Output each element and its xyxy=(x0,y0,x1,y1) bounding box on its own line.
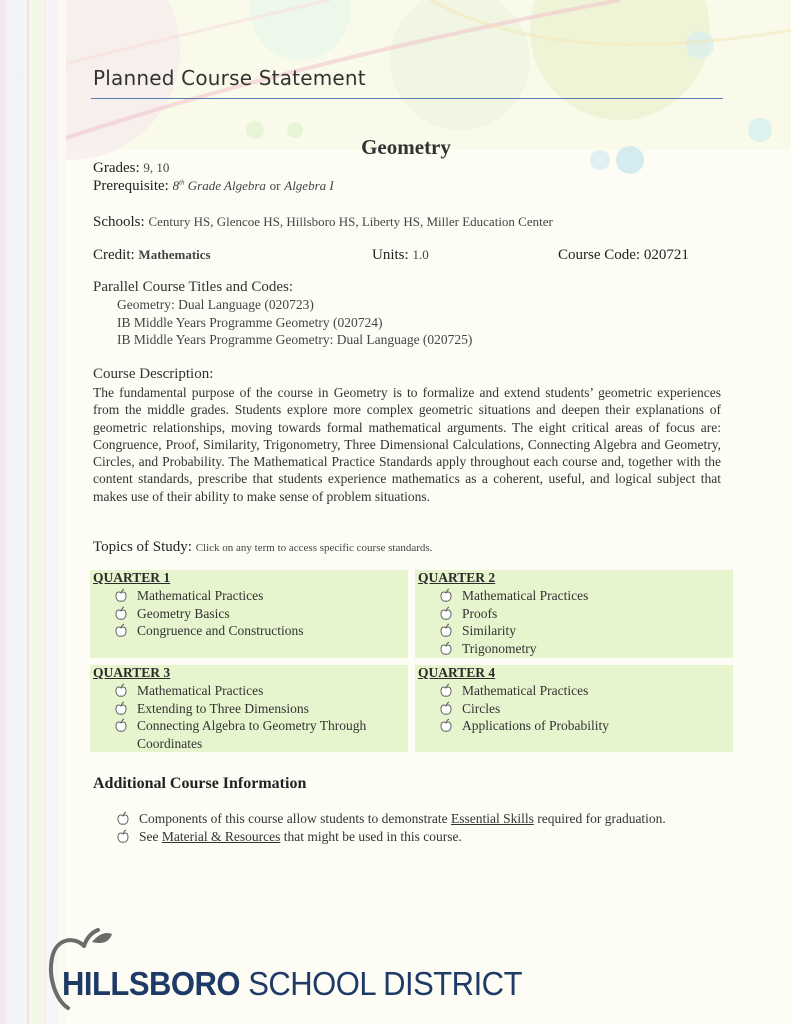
quarter-4-topic[interactable] xyxy=(438,717,609,735)
logo-bold-word: HILLSBORO xyxy=(62,965,241,1003)
additional-info-heading: Additional Course Information xyxy=(93,775,307,792)
topic-label: Circles xyxy=(462,700,501,716)
quarter-1-list xyxy=(113,587,303,640)
topics-note: Click on any term to access specific course standards. xyxy=(195,542,433,554)
quarter-4-title[interactable]: QUARTER 4 xyxy=(418,665,496,680)
topic-label: Mathematical Practices xyxy=(462,683,589,698)
grades-line xyxy=(93,160,169,177)
apple-bullet-icon xyxy=(115,811,131,827)
course-code-value: 020721 xyxy=(643,247,689,263)
course-code-line xyxy=(558,247,689,264)
quarter-3-topic[interactable] xyxy=(113,682,403,700)
quarter-2-topic[interactable] xyxy=(438,605,588,623)
parallel-course-item: IB Middle Years Programme Geometry (020724) xyxy=(117,315,383,330)
apple-bullet-icon xyxy=(438,606,454,622)
description-heading: Course Description: xyxy=(93,366,214,382)
quarter-4-topic[interactable] xyxy=(438,700,609,718)
quarter-3-box xyxy=(90,665,408,752)
header-rule xyxy=(91,98,723,99)
parallel-course-item: Geometry: Dual Language (020723) xyxy=(117,297,314,312)
quarter-4-box xyxy=(415,665,733,752)
quarter-2-list xyxy=(438,587,588,658)
course-description: The fundamental purpose of the course in Geometry is to formalize and extend students’ geometric experiences from the middle grades. Students explore more complex geometric situations and deepen their explanations of geometric relationships, moving towards formal mathematical arguments. The eight critical areas of focus are: Congruence, Proof, Similarity, Trigonometry, Three Dimensional Calculations, Connecting Algebra and Geometry, Circles, and Probability. The Mathematical Practice Standards apply throughout each course and, together with the content standards, prescribe that students experience mathematics as a coherent, useful, and logical subject that makes use of their ability to make sense of problem situations. xyxy=(93,385,721,504)
prerequisite-second-course: Algebra I xyxy=(284,178,334,193)
quarter-1-topic[interactable] xyxy=(113,587,303,605)
topic-label: Trigonometry xyxy=(462,641,537,657)
additional-info-item xyxy=(115,828,675,846)
additional-info-list xyxy=(115,810,675,845)
apple-bullet-icon xyxy=(438,718,454,734)
prerequisite-grade-suffix: th xyxy=(179,178,185,187)
topic-label: Congruence and Constructions xyxy=(137,623,304,639)
credit-line xyxy=(93,247,211,264)
parallel-course-item: IB Middle Years Programme Geometry: Dual Language (020725) xyxy=(117,332,473,347)
additional-item-text: Components of this course allow students to demonstrate xyxy=(139,811,448,826)
apple-bullet-icon xyxy=(113,623,129,639)
topic-label: Extending to Three Dimensions xyxy=(137,700,309,716)
apple-bullet-icon xyxy=(438,623,454,639)
topic-label: Mathematical Practices xyxy=(137,588,264,603)
schools-label: Schools: xyxy=(93,214,145,230)
parallel-heading: Parallel Course Titles and Codes: xyxy=(93,279,293,295)
apple-bullet-icon xyxy=(438,588,454,604)
units-label: Units: xyxy=(372,247,409,263)
prerequisite-or: or xyxy=(269,178,281,193)
topic-label: Geometry Basics xyxy=(137,605,230,621)
apple-bullet-icon xyxy=(113,701,129,717)
quarter-2-box xyxy=(415,570,733,658)
apple-bullet-icon xyxy=(438,701,454,717)
prerequisite-grade-number: 8 xyxy=(172,178,180,193)
topic-label: Applications of Probability xyxy=(462,718,609,734)
apple-bullet-icon xyxy=(113,588,129,604)
credit-label: Credit: xyxy=(93,247,135,263)
essential-skills-link[interactable]: Essential Skills xyxy=(450,811,534,826)
schools-value: Century HS, Glencoe HS, Hillsboro HS, Liberty HS, Miller Education Center xyxy=(148,214,553,229)
apple-bullet-icon xyxy=(115,829,131,845)
logo-rest-words: SCHOOL DISTRICT xyxy=(248,965,523,1003)
quarter-3-topic[interactable] xyxy=(113,700,403,718)
page-header-title: Planned Course Statement xyxy=(93,66,366,90)
schools-line xyxy=(93,214,553,231)
additional-item-text: required for graduation. xyxy=(537,811,666,826)
prerequisite-grade xyxy=(173,178,266,193)
quarter-1-topic[interactable] xyxy=(113,605,303,623)
additional-item-text: See xyxy=(139,828,159,844)
credit-value: Mathematics xyxy=(138,247,211,262)
apple-bullet-icon xyxy=(113,606,129,622)
topic-label: Proofs xyxy=(462,605,498,621)
quarter-4-list xyxy=(438,682,609,735)
quarter-2-topic[interactable] xyxy=(438,587,588,605)
topic-label: Similarity xyxy=(462,623,516,639)
topics-label: Topics of Study: xyxy=(93,539,192,555)
quarter-2-topic[interactable] xyxy=(438,622,588,640)
topic-label: Mathematical Practices xyxy=(462,588,589,603)
prerequisite-first-course: Grade Algebra xyxy=(187,178,266,193)
course-code-label: Course Code: xyxy=(558,247,641,263)
topic-label: Mathematical Practices xyxy=(137,683,264,698)
quarter-2-title[interactable]: QUARTER 2 xyxy=(418,570,496,585)
additional-info-item xyxy=(115,810,675,828)
apple-bullet-icon xyxy=(113,718,129,734)
units-value: 1.0 xyxy=(412,247,429,262)
quarter-1-title[interactable]: QUARTER 1 xyxy=(93,570,171,585)
quarter-3-list xyxy=(113,682,403,753)
quarter-3-topic[interactable] xyxy=(113,717,403,752)
units-line xyxy=(372,247,429,264)
additional-item-text: that might be used in this course. xyxy=(283,828,462,844)
prerequisite-label: Prerequisite: xyxy=(93,178,169,194)
quarter-1-box xyxy=(90,570,408,658)
quarter-3-title[interactable]: QUARTER 3 xyxy=(93,665,171,680)
quarter-2-topic[interactable] xyxy=(438,640,588,658)
prerequisite-line xyxy=(93,178,334,195)
topics-line xyxy=(93,539,432,556)
quarter-1-topic[interactable] xyxy=(113,622,303,640)
apple-bullet-icon xyxy=(113,683,129,699)
grades-label: Grades: xyxy=(93,160,140,176)
apple-bullet-icon xyxy=(438,683,454,699)
grades-value: 9, 10 xyxy=(143,160,170,175)
material-resources-link[interactable]: Material & Resources xyxy=(161,828,281,844)
topic-label: Connecting Algebra to Geometry Through Coordinates xyxy=(137,718,367,752)
course-title: Geometry xyxy=(361,135,451,159)
district-logo-text xyxy=(62,965,522,1004)
quarter-4-topic[interactable] xyxy=(438,682,609,700)
apple-bullet-icon xyxy=(438,641,454,657)
